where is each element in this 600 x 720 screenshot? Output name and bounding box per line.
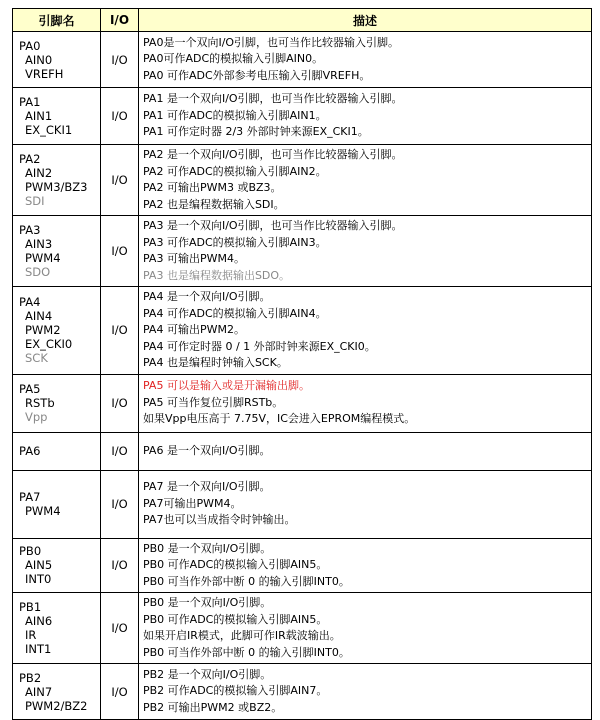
- io-type-cell: I/O: [101, 538, 139, 593]
- io-type-cell: I/O: [101, 664, 139, 720]
- pin-name-cell: [13, 593, 101, 664]
- pin-name: PA5: [19, 382, 41, 396]
- description-line: PA0是一个双向I/O引脚，也可当作比较器输入引脚。: [143, 35, 400, 49]
- description-line: PA3 是一个双向I/O引脚，也可当作比较器输入引脚。: [143, 219, 403, 232]
- pin-name: PA0: [19, 38, 41, 53]
- description-line: PA5 可以是输入或是开漏输出脚。: [143, 379, 310, 393]
- pin-alt-function: Vpp: [25, 410, 48, 424]
- pin-alt-function: RSTb: [25, 396, 55, 410]
- header-pin-name: 引脚名: [13, 9, 101, 32]
- description-cell: [139, 287, 592, 375]
- pin-name-cell: [13, 216, 101, 287]
- description-line: PA2 可作ADC的模拟输入引脚AIN2。: [143, 164, 327, 178]
- description-line: PA3 可作ADC的模拟输入引脚AIN3。: [143, 235, 327, 249]
- io-type-cell: I/O: [101, 88, 139, 145]
- table-row: [13, 216, 592, 287]
- description-line: PB0 是一个双向I/O引脚。: [143, 596, 272, 609]
- pin-alt-function: AIN2: [25, 166, 53, 180]
- pin-alt-function: VREFH: [25, 66, 64, 81]
- description-line: PA1 是一个双向I/O引脚，也可当作比较器输入引脚。: [143, 92, 403, 106]
- description-cell: [139, 432, 592, 470]
- description-line: PA6 是一个双向I/O引脚。: [143, 443, 271, 457]
- description-cell: [139, 145, 592, 216]
- pin-alt-function: AIN6: [25, 614, 53, 628]
- pin-alt-function: AIN3: [25, 237, 53, 251]
- description-line: PA2 可输出PWM3 或BZ3。: [143, 181, 282, 194]
- pin-alt-function: AIN1: [25, 109, 53, 123]
- pin-alt-function: INT0: [25, 572, 52, 587]
- table-row: [13, 470, 592, 538]
- pin-alt-function: AIN4: [25, 309, 53, 324]
- description-line: PA2 也是编程数据输入SDI。: [143, 197, 285, 211]
- pin-name: PA1: [19, 95, 41, 109]
- pin-name: PA2: [19, 152, 41, 166]
- description-line: PB0 可当作外部中断 0 的输入引脚INT0。: [143, 645, 350, 659]
- description-cell: [139, 593, 592, 664]
- pin-alt-function: AIN5: [25, 558, 53, 573]
- table-row: [13, 287, 592, 375]
- header-row: [13, 9, 592, 32]
- description-line: PA2 是一个双向I/O引脚，也可当作比较器输入引脚。: [143, 148, 403, 161]
- description-line: PA4 可作定时器 0 / 1 外部时钟来源EX_CKI0。: [143, 339, 376, 353]
- pin-name: PB0: [19, 544, 42, 559]
- description-line: PB0 可作ADC的模拟输入引脚AIN5。: [143, 558, 328, 571]
- pin-name-cell: [13, 432, 101, 470]
- description-line: PB2 可作ADC的模拟输入引脚AIN7。: [143, 684, 328, 698]
- description-line: PA3 可输出PWM4。: [143, 252, 245, 265]
- pin-alt-function: EX_CKI0: [25, 337, 73, 352]
- pin-name: PB2: [19, 670, 42, 685]
- pin-name-cell: [13, 374, 101, 432]
- pin-alt-function: AIN7: [25, 684, 53, 699]
- pin-alt-function: PWM3/BZ3: [25, 180, 88, 194]
- description-cell: [139, 216, 592, 287]
- pin-description-table: [12, 8, 592, 720]
- table-row: [13, 664, 592, 720]
- description-line: PA1 可作ADC的模拟输入引脚AIN1。: [143, 108, 327, 122]
- io-type-cell: I/O: [101, 32, 139, 88]
- description-line: PA0可作ADC的模拟输入引脚AIN0。: [143, 52, 324, 66]
- pin-alt-function: PWM4: [25, 504, 61, 518]
- description-line: PA4 也是编程时钟输入SCK。: [143, 356, 288, 369]
- description-line: 如果开启IR模式，此脚可作IR载波输出。: [143, 629, 341, 642]
- description-line: PA0 可作ADC外部参考电压输入引脚VREFH。: [143, 68, 371, 82]
- description-line: PB0 可作ADC的模拟输入引脚AIN5。: [143, 612, 328, 626]
- pin-name-cell: [13, 88, 101, 145]
- io-type-cell: I/O: [101, 470, 139, 538]
- description-cell: [139, 374, 592, 432]
- table-row: [13, 88, 592, 145]
- table-row: [13, 593, 592, 664]
- pin-name: PA3: [19, 223, 41, 237]
- pin-alt-function: IR: [25, 628, 37, 642]
- io-type-cell: I/O: [101, 145, 139, 216]
- table-row: [13, 145, 592, 216]
- header-io: I/O: [101, 9, 139, 32]
- header-description: 描述: [139, 9, 592, 32]
- description-line: PA7可输出PWM4。: [143, 496, 242, 510]
- pin-alt-function: SDO: [25, 265, 51, 279]
- pin-alt-function: PWM4: [25, 251, 61, 265]
- description-line: PA1 可作定时器 2/3 外部时钟来源EX_CKI1。: [143, 125, 369, 139]
- pin-name-cell: [13, 287, 101, 375]
- description-cell: [139, 664, 592, 720]
- description-line: PB2 可输出PWM2 或BZ2。: [143, 700, 283, 714]
- io-type-cell: I/O: [101, 374, 139, 432]
- pin-alt-function: SDI: [25, 194, 45, 208]
- description-line: PA3 也是编程数据输出SDO。: [143, 268, 291, 282]
- description-cell: [139, 88, 592, 145]
- pin-alt-function: INT1: [25, 642, 52, 656]
- pin-alt-function: SCK: [25, 351, 48, 366]
- pin-name-cell: [13, 145, 101, 216]
- pin-alt-function: EX_CKI1: [25, 123, 73, 137]
- io-type-cell: I/O: [101, 216, 139, 287]
- io-type-cell: I/O: [101, 287, 139, 375]
- description-cell: [139, 470, 592, 538]
- description-line: PA4 可作ADC的模拟输入引脚AIN4。: [143, 306, 327, 320]
- table-row: [13, 32, 592, 88]
- description-cell: [139, 538, 592, 593]
- table-row: [13, 374, 592, 432]
- pin-name-cell: [13, 32, 101, 88]
- pin-name-cell: [13, 470, 101, 538]
- description-line: PA7也可以当成指令时钟输出。: [143, 513, 296, 527]
- description-line: PA7 是一个双向I/O引脚。: [143, 480, 271, 494]
- description-cell: [139, 32, 592, 88]
- pin-alt-function: PWM2: [25, 323, 61, 338]
- description-line: PA5 可当作复位引脚RSTb。: [143, 395, 284, 409]
- table-row: [13, 432, 592, 470]
- pin-alt-function: AIN0: [25, 52, 53, 67]
- table-row: [13, 538, 592, 593]
- io-type-cell: I/O: [101, 432, 139, 470]
- pin-name: PA6: [19, 444, 41, 458]
- pin-alt-function: PWM2/BZ2: [25, 698, 88, 713]
- pin-name: PA4: [19, 295, 41, 310]
- description-line: PB0 是一个双向I/O引脚。: [143, 541, 272, 555]
- io-type-cell: I/O: [101, 593, 139, 664]
- description-line: 如果Vpp电压高于 7.75V，IC会进入EPROM编程模式。: [143, 412, 416, 426]
- pin-name: PB1: [19, 600, 42, 614]
- pin-name-cell: [13, 664, 101, 720]
- table-body: [13, 32, 592, 720]
- pin-name-cell: [13, 538, 101, 593]
- description-line: PB0 可当作外部中断 0 的输入引脚INT0。: [143, 574, 350, 588]
- description-line: PA4 可输出PWM2。: [143, 323, 245, 336]
- description-line: PB2 是一个双向I/O引脚。: [143, 667, 272, 681]
- description-line: PA4 是一个双向I/O引脚。: [143, 290, 271, 303]
- pin-name: PA7: [19, 490, 41, 504]
